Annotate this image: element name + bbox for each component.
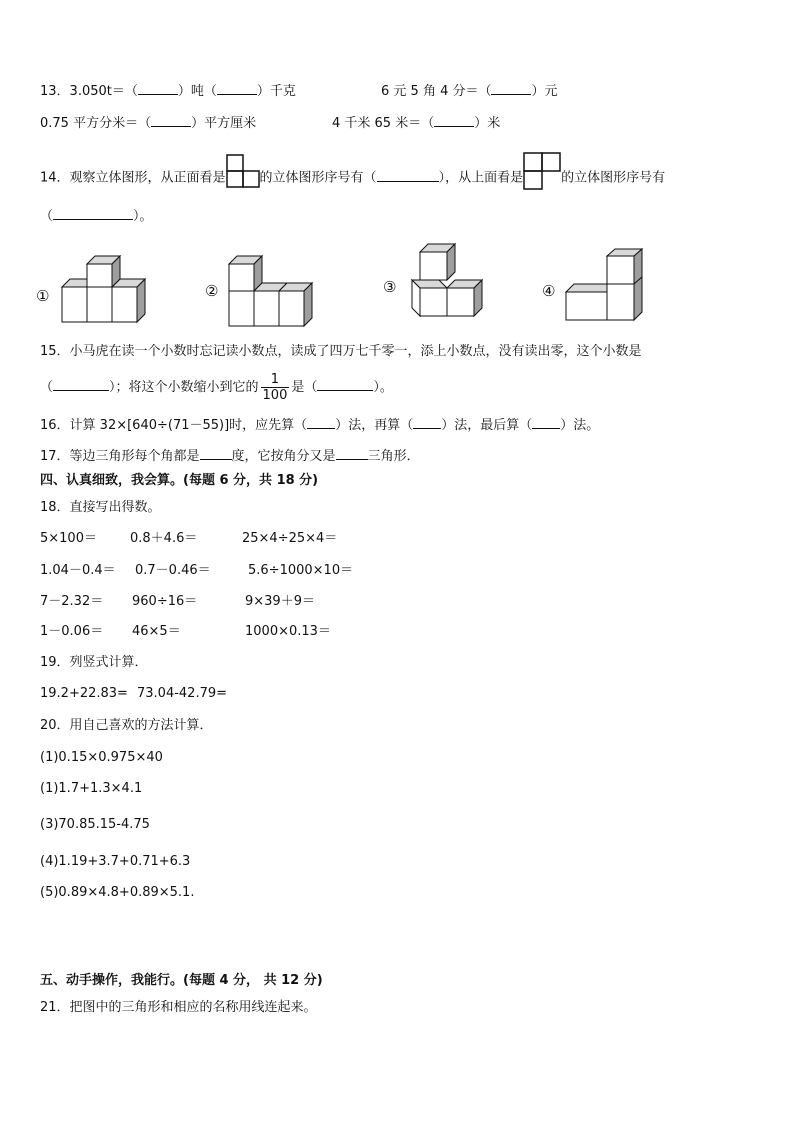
q18-item-r1-c1: 5×100＝ — [40, 531, 97, 546]
q13-blank-3[interactable] — [491, 82, 531, 95]
q15-text-d: ）。 — [373, 380, 393, 395]
q20-item-4: (4)1.19+3.7+0.71+6.3 — [40, 854, 191, 869]
q15-blank-2[interactable] — [317, 378, 373, 391]
q13-blank-4[interactable] — [151, 114, 191, 127]
q15-text-b: ）；将这个小数缩小到它的 — [109, 380, 259, 395]
q13-text-c1: 0.75 平方分米＝（ — [40, 116, 152, 131]
q18-item-r1-c3: 25×4÷25×4＝ — [242, 531, 338, 546]
cube-stack-4 — [562, 248, 657, 326]
q13-text-b2: ）元 — [531, 84, 558, 99]
q13-blank-2[interactable] — [217, 82, 257, 95]
figure-label-4: ④ — [542, 282, 556, 300]
q15-text-a: （ — [40, 380, 54, 395]
q13-line1b — [381, 82, 558, 101]
top-view-icon — [523, 152, 561, 204]
q17-blank-2[interactable] — [336, 447, 368, 460]
q17-text-b: 度，它按角分又是 — [231, 449, 336, 464]
q14-text-2: 的立体图形序号有（ — [259, 170, 377, 186]
q18-item-r4-c2: 46×5＝ — [132, 624, 181, 639]
cube-stack-1 — [60, 255, 190, 330]
q20-item-3: (3)70.85.15-4.75 — [40, 817, 150, 832]
q15-text-c: 是（ — [291, 380, 318, 395]
section-5-heading: 五、动手操作，我能行。(每题 4 分， 共 12 分) — [40, 973, 323, 988]
figure-label-3: ③ — [383, 278, 397, 296]
q17-text-a: 17．等边三角形每个角都是 — [40, 449, 200, 464]
q19-item-1: 19.2+22.83= — [40, 686, 128, 701]
q18-title: 18．直接写出得数。 — [40, 500, 161, 515]
q17-blank-1[interactable] — [200, 447, 232, 460]
q19-title: 19．列竖式计算． — [40, 655, 148, 670]
q13-text-c2: ）平方厘米 — [191, 116, 257, 131]
front-view-icon — [226, 154, 260, 202]
q13-line1 — [40, 82, 296, 101]
q18-item-r1-c2: 0.8＋4.6＝ — [130, 531, 198, 546]
q18-item-r3-c1: 7－2.32＝ — [40, 594, 104, 609]
q16-blank-2[interactable] — [413, 416, 441, 429]
q20-item-1: (1)0.15×0.975×40 — [40, 750, 163, 765]
q14-blank-2[interactable] — [53, 207, 133, 220]
q14-text-4: 的立体图形序号有 — [561, 170, 666, 186]
q16-text-a: 16．计算 32×[640÷(71－55)]时，应先算（ — [40, 418, 308, 433]
q18-item-r2-c3: 5.6÷1000×10＝ — [248, 563, 354, 578]
q16-line — [40, 416, 599, 435]
q15-line2 — [40, 368, 393, 408]
q13-text-d1: 4 千米 65 米＝（ — [332, 116, 435, 131]
q19-item-2: 73.04-42.79= — [137, 686, 228, 701]
cube-stack-2 — [227, 252, 327, 332]
figure-label-1: ① — [36, 287, 50, 305]
q13-blank-1[interactable] — [138, 82, 178, 95]
q14-blank-1[interactable] — [377, 169, 439, 182]
fraction-one-hundredth — [261, 372, 290, 403]
q18-item-r2-c2: 0.7－0.46＝ — [135, 563, 211, 578]
q13-text-a3: ）千克 — [256, 84, 296, 99]
q13-line2b — [332, 114, 500, 133]
q18-item-r3-c3: 9×39＋9＝ — [245, 594, 315, 609]
cube-stack-3 — [405, 240, 495, 322]
section-4-heading: 四、认真细致，我会算。(每题 6 分，共 18 分) — [40, 473, 319, 488]
q16-text-d: ）法。 — [560, 418, 600, 433]
q20-item-5: (5)0.89×4.8+0.89×5.1. — [40, 885, 195, 900]
q16-text-b: ）法，再算（ — [335, 418, 414, 433]
q13-blank-5[interactable] — [434, 114, 474, 127]
q18-item-r4-c3: 1000×0.13＝ — [245, 624, 331, 639]
q13-text-a1: 13．3.050t＝（ — [40, 84, 138, 99]
q13-line2 — [40, 114, 256, 133]
fraction-numerator: 1 — [270, 372, 280, 387]
q21-title: 21．把图中的三角形和相应的名称用线连起来。 — [40, 1000, 317, 1015]
q14-line1 — [40, 152, 665, 204]
q16-text-c: ）法，最后算（ — [441, 418, 533, 433]
q14-line2 — [40, 207, 153, 226]
q15-line1: 15．小马虎在读一个小数时忘记读小数点，读成了四万七千零一，添上小数点，没有读出零，这个小数是 — [40, 344, 642, 359]
q20-title: 20．用自己喜欢的方法计算． — [40, 718, 213, 733]
q18-item-r3-c2: 960÷16＝ — [132, 594, 198, 609]
q14-text-3: ），从上面看是 — [438, 170, 524, 186]
q16-blank-1[interactable] — [307, 416, 335, 429]
q14-text-5: （ — [40, 209, 54, 224]
q13-text-b1: 6 元 5 角 4 分＝（ — [381, 84, 492, 99]
q13-text-d2: ）米 — [474, 116, 501, 131]
fraction-denominator: 100 — [262, 388, 288, 403]
q15-blank-1[interactable] — [53, 378, 109, 391]
figure-label-2: ② — [205, 282, 219, 300]
q17-line — [40, 447, 420, 466]
q20-item-2: (1)1.7+1.3×4.1 — [40, 781, 143, 796]
q16-blank-3[interactable] — [532, 416, 560, 429]
q14-text-6: ）。 — [133, 209, 153, 224]
q17-text-c: 三角形． — [367, 449, 420, 464]
q18-item-r4-c1: 1－0.06＝ — [40, 624, 104, 639]
q14-text-1: 14．观察立体图形，从正面看是 — [40, 170, 226, 186]
q13-text-a2: ）吨（ — [177, 84, 217, 99]
q18-item-r2-c1: 1.04－0.4＝ — [40, 563, 116, 578]
